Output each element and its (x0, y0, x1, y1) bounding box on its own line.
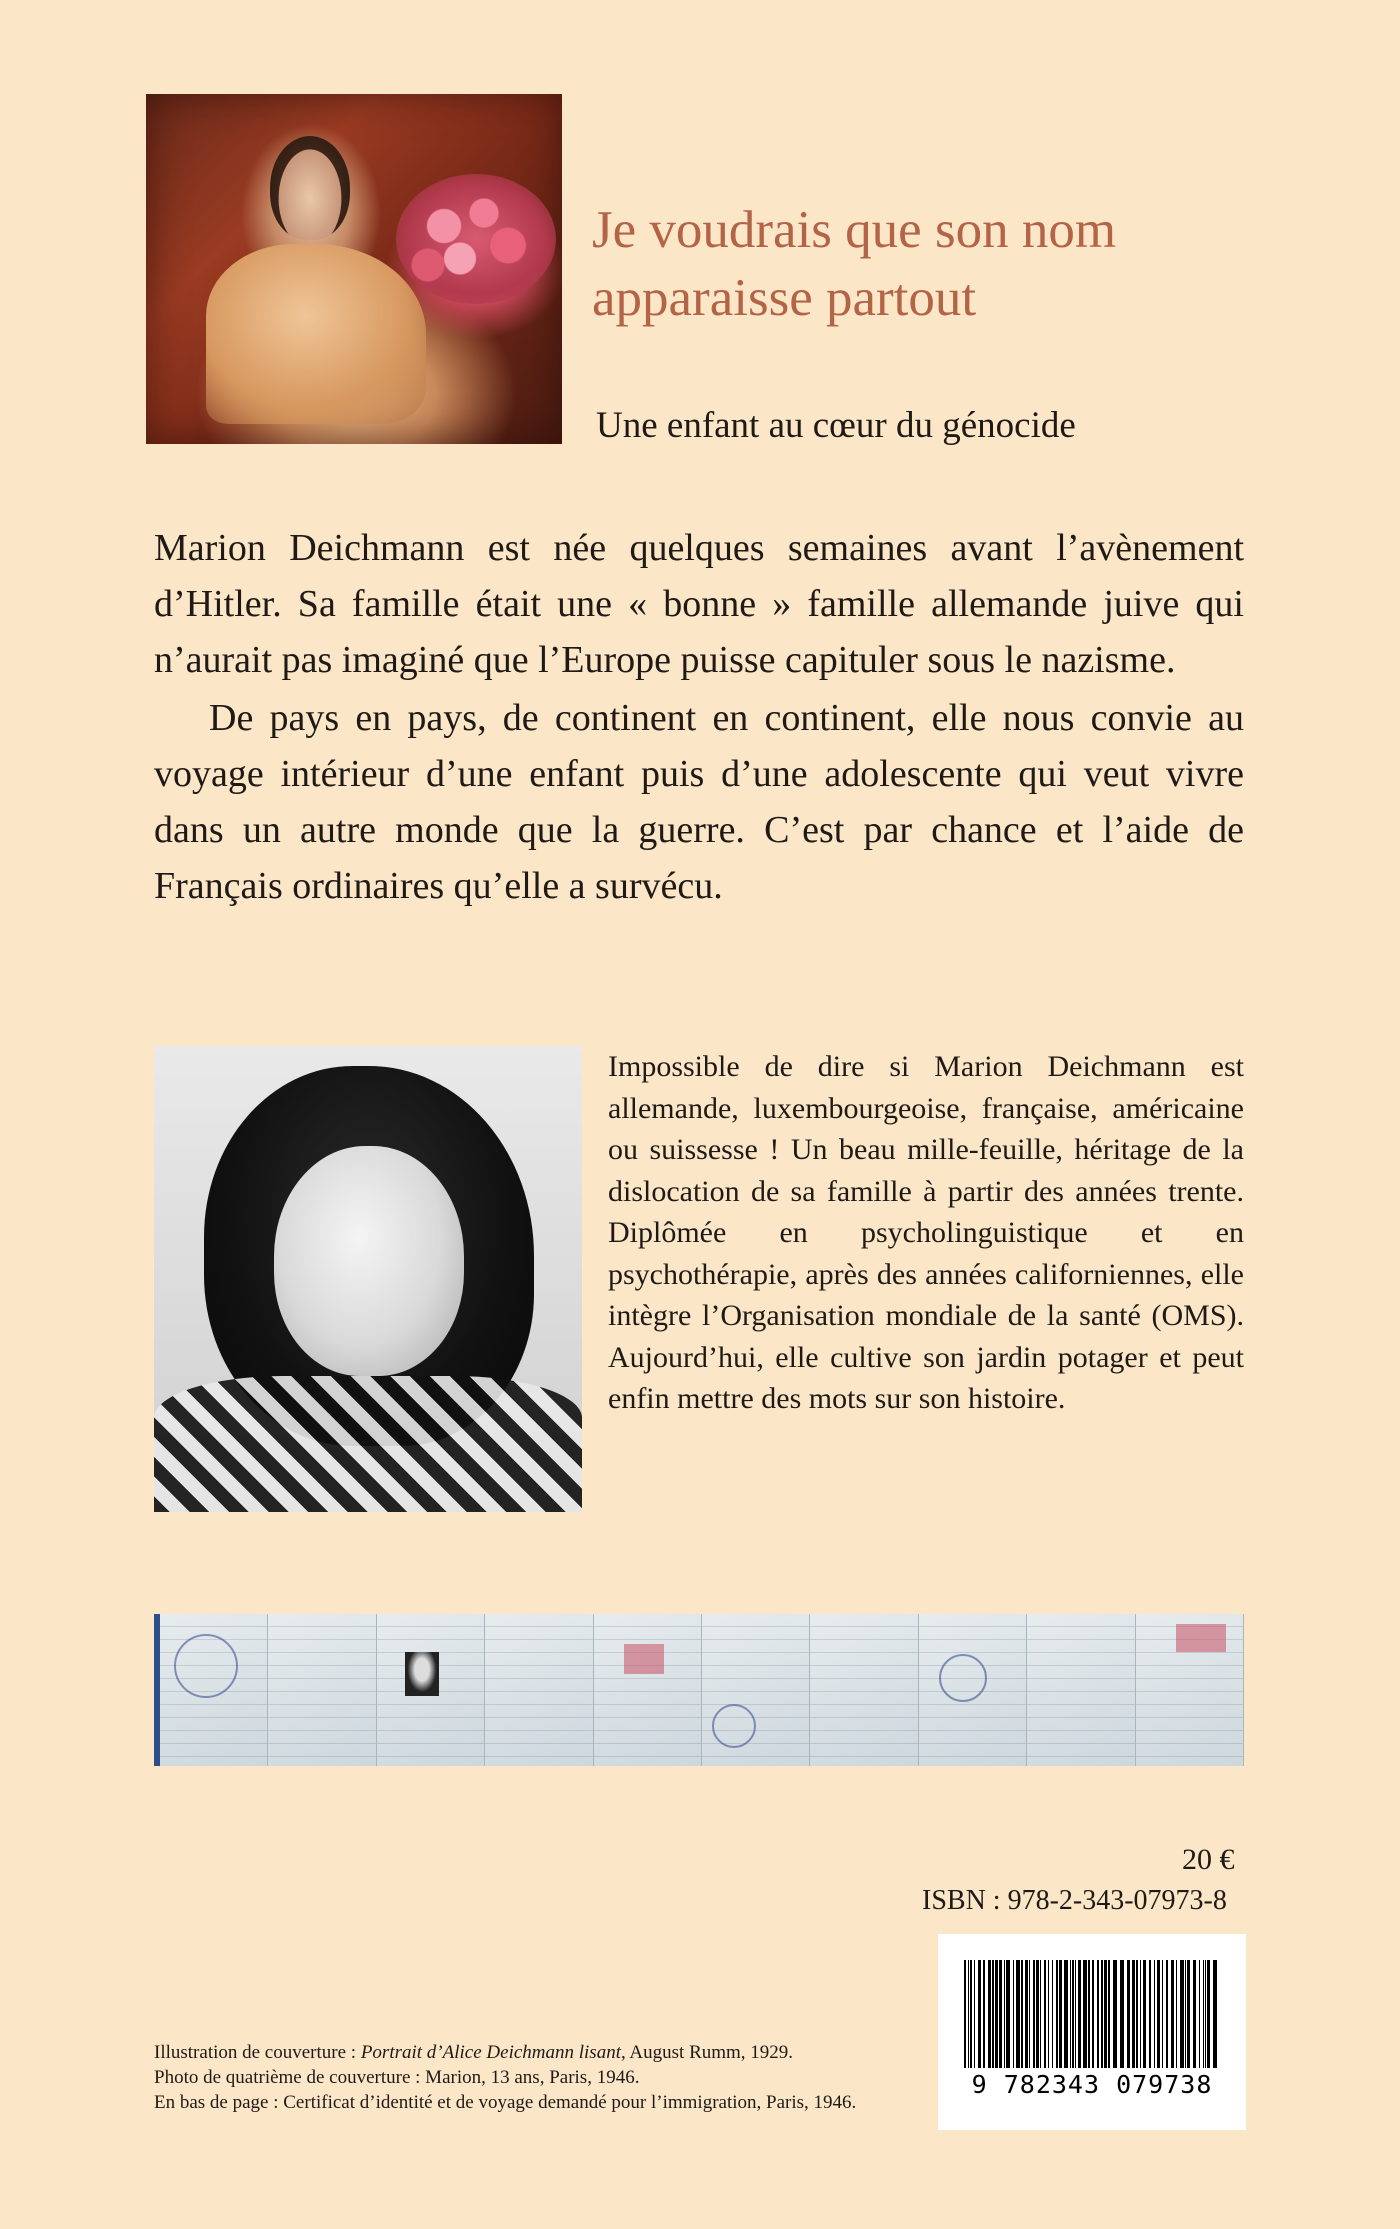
barcode-bar (995, 1960, 998, 2068)
barcode-bar (1154, 1960, 1155, 2068)
barcode-bar (970, 1960, 972, 2068)
barcode-bar (1021, 1960, 1023, 2068)
price: 20 € (1182, 1843, 1235, 1876)
barcode-bar (1132, 1960, 1135, 2068)
book-title-line2: apparaisse partout (592, 269, 977, 327)
barcode-bar (992, 1960, 994, 2068)
document-panel (485, 1614, 593, 1766)
barcode-bar (1083, 1960, 1087, 2068)
barcode-bar (1203, 1960, 1204, 2068)
barcode-bar (1025, 1960, 1028, 2068)
barcode-bar (1166, 1960, 1168, 2068)
barcode-bar (1171, 1960, 1174, 2068)
book-title (592, 196, 1352, 332)
barcode-bar (1033, 1960, 1035, 2068)
barcode-bar (1149, 1960, 1151, 2068)
barcode-bar (988, 1960, 991, 2068)
barcode-bar (1029, 1960, 1030, 2068)
barcode-bar (1104, 1960, 1107, 2068)
barcode-bar (1113, 1960, 1117, 2068)
barcode-bar (1006, 1960, 1010, 2068)
book-title-line1: Je voudrais que son nom (592, 201, 1117, 259)
barcode-bars (962, 1960, 1222, 2068)
barcode-bar (1040, 1960, 1041, 2068)
document-panel (1136, 1614, 1244, 1766)
barcode-bar (1097, 1960, 1099, 2068)
barcode-bar (1120, 1960, 1124, 2068)
summary-paragraph-2: De pays en pays, de continent en continent, elle nous convie au voyage intérieur d’une enfant puis d’une adolescente qui veut vivre dans un autre monde que la guerre. C’est par chance et l’aide de Français ordinaires qu’elle a survécu. (154, 697, 1244, 907)
barcode-bar (1101, 1960, 1103, 2068)
barcode-bar (1140, 1960, 1141, 2068)
barcode-bar (1044, 1960, 1046, 2068)
barcode-bar (978, 1960, 981, 2068)
author-photo (154, 1046, 582, 1512)
document-panel (702, 1614, 810, 1766)
barcode-bar (1004, 1960, 1005, 2068)
barcode-bar (1013, 1960, 1014, 2068)
cover-painting (146, 94, 562, 444)
barcode-bar (1213, 1960, 1217, 2068)
author-photo-coat (154, 1376, 582, 1512)
painting-figure-head (270, 136, 350, 240)
barcode-bar (1193, 1960, 1196, 2068)
credit-line-bottom: En bas de page : Certificat d’identité et de voyage demandé pour l’immigration, Paris, 1946. (154, 2092, 857, 2113)
barcode-bar (1136, 1960, 1138, 2068)
barcode-bar (1207, 1960, 1210, 2068)
barcode-bar (1180, 1960, 1184, 2068)
book-summary (154, 520, 1244, 914)
barcode-bar (1205, 1960, 1206, 2068)
barcode-bar (1016, 1960, 1020, 2068)
barcode-bar (1070, 1960, 1071, 2068)
barcode-bar (1162, 1960, 1163, 2068)
barcode-bar (1187, 1960, 1190, 2068)
barcode-bar (1072, 1960, 1074, 2068)
barcode (938, 1934, 1246, 2130)
barcode-bar (1108, 1960, 1110, 2068)
credit-line-cover: Illustration de couverture : Portrait d’Alice Deichmann lisant, August Rumm, 1929. (154, 2042, 794, 2063)
isbn: ISBN : 978-2-343-07973-8 (922, 1885, 1227, 1916)
barcode-bar (1088, 1960, 1090, 2068)
barcode-bar (1078, 1960, 1081, 2068)
barcode-bar (1052, 1960, 1053, 2068)
author-bio: Impossible de dire si Marion Deichmann est allemande, luxembourgeoise, française, américaine ou suissesse ! Un beau mille-feuille, héritage de la dislocation de sa famille à partir des années trente. Diplômée en psycholinguistique et en psychothérapie, après des années californiennes, elle intègre l’Organisation mondiale de la santé (OMS). Aujourd’hui, elle cultive son jardin potager et peut enfin mettre des mots sur son histoire. (608, 1050, 1244, 1415)
barcode-bar (1048, 1960, 1049, 2068)
barcode-bar (1143, 1960, 1146, 2068)
image-credits (154, 2040, 914, 2115)
barcode-digits: 9 782343 079738 (971, 2070, 1213, 2099)
document-panel (594, 1614, 702, 1766)
barcode-bar (1075, 1960, 1076, 2068)
barcode-bar (1056, 1960, 1058, 2068)
barcode-bar (1092, 1960, 1094, 2068)
document-panel (810, 1614, 918, 1766)
summary-paragraph-1: Marion Deichmann est née quelques semaines avant l’avènement d’Hitler. Sa famille était une « bonne » famille allemande juive qui n’aurait pas imaginé que l’Europe puisse capituler sous le nazisme. (154, 527, 1244, 681)
book-subtitle: Une enfant au cœur du génocide (596, 405, 1076, 446)
barcode-bar (999, 1960, 1002, 2068)
barcode-bar (964, 1960, 966, 2068)
barcode-bar (1036, 1960, 1039, 2068)
barcode-bar (1059, 1960, 1062, 2068)
painting-figure-body (206, 244, 426, 424)
painting-flowers (396, 174, 556, 304)
barcode-bar (1064, 1960, 1068, 2068)
barcode-bar (1185, 1960, 1186, 2068)
document-strip (154, 1614, 1244, 1766)
author-photo-face (274, 1146, 464, 1376)
barcode-bar (974, 1960, 975, 2068)
barcode-bar (1127, 1960, 1130, 2068)
barcode-bar (1176, 1960, 1177, 2068)
barcode-bar (1199, 1960, 1200, 2068)
barcode-bar (1157, 1960, 1160, 2068)
credit-line-photo: Photo de quatrième de couverture : Marion, 13 ans, Paris, 1946. (154, 2067, 640, 2088)
document-panel (919, 1614, 1027, 1766)
barcode-bar (968, 1960, 969, 2068)
document-panel (268, 1614, 376, 1766)
document-panel (377, 1614, 485, 1766)
document-panel (1027, 1614, 1135, 1766)
barcode-bar (983, 1960, 985, 2068)
document-panel (154, 1614, 268, 1766)
